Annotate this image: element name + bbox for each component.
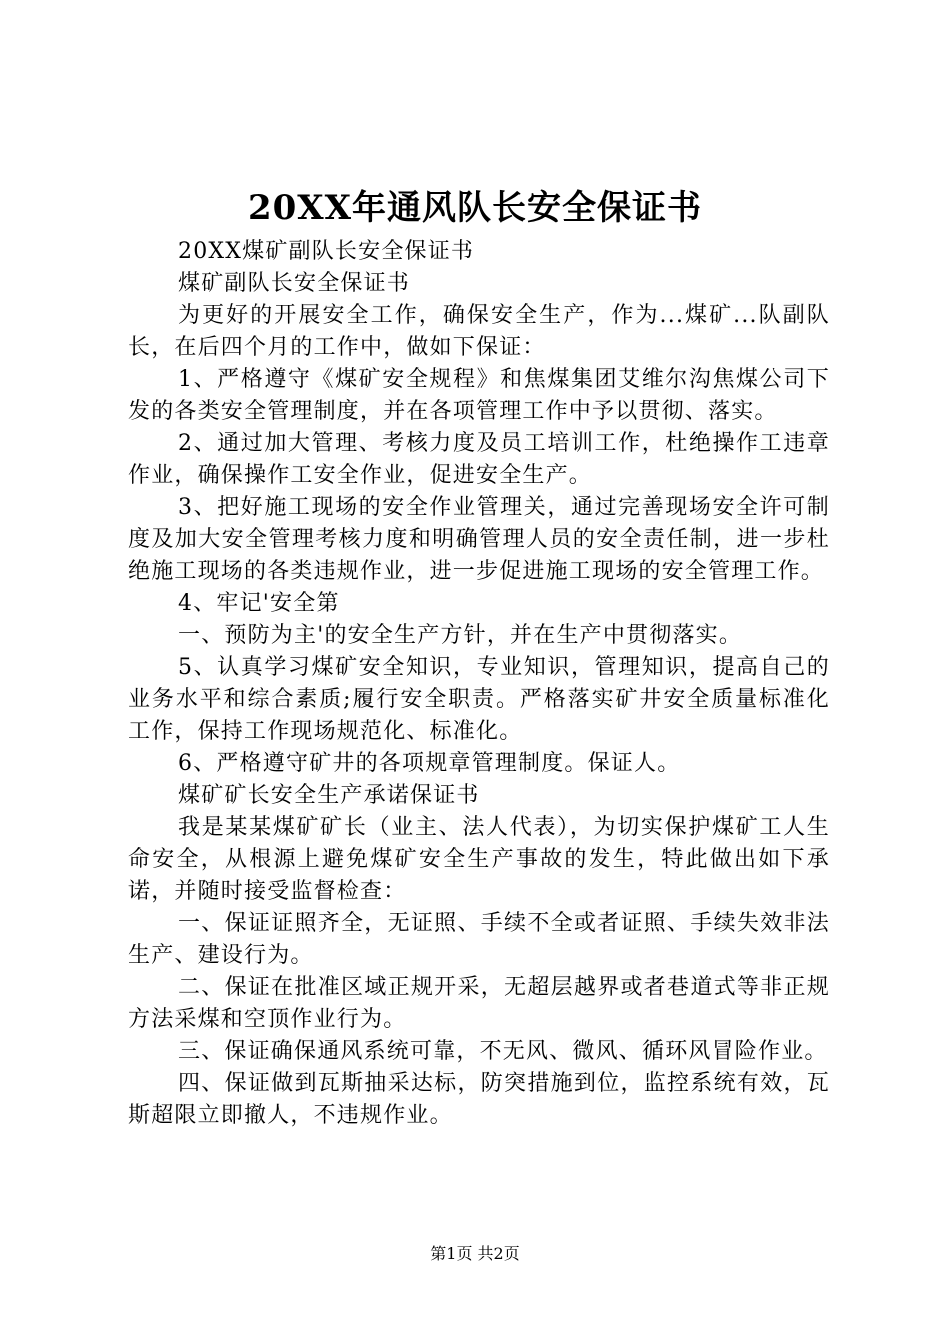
paragraph-item-6: 6、严格遵守矿井的各项规章管理制度。保证人。	[178, 751, 681, 776]
paragraph-subtitle-1: 20XX煤矿副队长安全保证书	[178, 239, 475, 264]
paragraph-item-5: 5、认真学习煤矿安全知识，专业知识，管理知识，提高自己的业务水平和综合素质;履行安全职责。严格落实矿井安全质量标准化工作，保持工作现场规范化、标准化。	[128, 655, 830, 744]
paragraph-pledge-3: 三、保证确保通风系统可靠，不无风、微风、循环风冒险作业。	[178, 1039, 828, 1064]
paragraph-section-heading: 煤矿矿长安全生产承诺保证书	[178, 783, 480, 808]
paragraph-pledge-intro: 我是某某煤矿矿长（业主、法人代表），为切实保护煤矿工人生命安全，从根源上避免煤矿安全生产事故的发生，特此做出如下承诺，并随时接受监督检查：	[128, 815, 830, 904]
paragraph-item-1: 1、严格遵守《煤矿安全规程》和焦煤集团艾维尔沟焦煤公司下发的各类安全管理制度，并在各项管理工作中予以贯彻、落实。	[128, 367, 830, 424]
document-title: 20XX年通风队长安全保证书	[247, 188, 703, 228]
paragraph-pledge-2: 二、保证在批准区域正规开采，无超层越界或者巷道式等非正规方法采煤和空顶作业行为。	[128, 975, 830, 1032]
document-body	[128, 236, 830, 1132]
paragraph-pledge-1: 一、保证证照齐全，无证照、手续不全或者证照、手续失效非法生产、建设行为。	[128, 911, 830, 968]
paragraph-item-3: 3、把好施工现场的安全作业管理关，通过完善现场安全许可制度及加大安全管理考核力度和明确管理人员的安全责任制，进一步杜绝施工现场的各类违规作业，进一步促进施工现场的安全管理工作。	[128, 495, 830, 584]
paragraph-pledge-4: 四、保证做到瓦斯抽采达标，防突措施到位，监控系统有效，瓦斯超限立即撤人，不违规作业。	[128, 1071, 830, 1128]
paragraph-subtitle-2: 煤矿副队长安全保证书	[178, 271, 411, 296]
paragraph-intro: 为更好的开展安全工作，确保安全生产，作为...煤矿...队副队长，在后四个月的工作中，做如下保证：	[128, 303, 830, 360]
paragraph-item-2: 2、通过加大管理、考核力度及员工培训工作，杜绝操作工违章作业，确保操作工安全作业，促进安全生产。	[128, 431, 830, 488]
paragraph-item-4a: 4、牢记'安全第	[178, 591, 340, 616]
paragraph-item-4b: 一、预防为主'的安全生产方针，并在生产中贯彻落实。	[178, 623, 743, 648]
page-number-footer: 第1页 共2页	[430, 1244, 520, 1263]
